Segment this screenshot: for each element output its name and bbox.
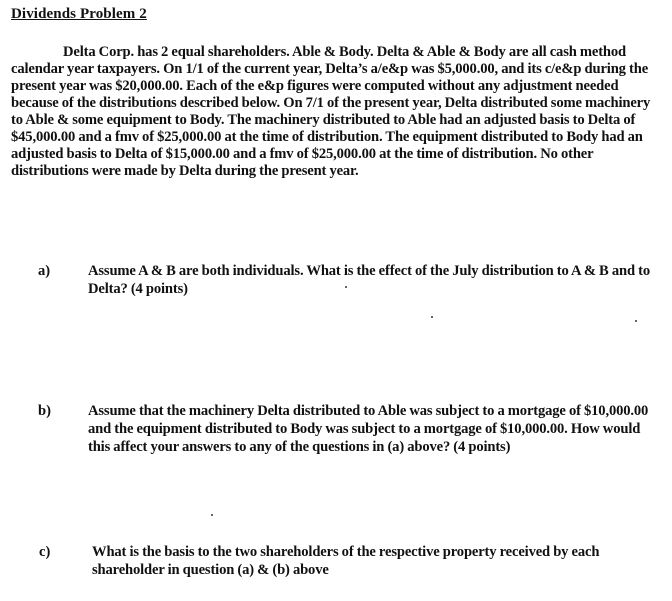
question-c-text: What is the basis to the two shareholders of the respective property received by each shareholder in question (a) & (b) above	[92, 544, 600, 578]
scan-speck	[211, 514, 213, 516]
problem-description: Delta Corp. has 2 equal shareholders. Able & Body. Delta & Able & Body are all cash method calendar year taxpayers. On 1/1 of the current year, Delta’s a/e&p was $5,000.00, and its c/e&p during the present year was $20,000.00. Each of the e&p figures were computed without any adjustment needed because of the distributions described below. On 7/1 of the present year, Delta distributed some machinery to Able & some equipment to Body. The machinery distributed to Able had an adjusted basis to Delta of $45,000.00 and a fmv of $25,000.00 at the time of distribution. The equipment distributed to Body had an adjusted basis to Delta of $15,000.00 and a fmv of $25,000.00 at the time of distribution. No other distributions were made by Delta during the present year.	[11, 44, 651, 179]
question-a-letter: a)	[38, 263, 51, 279]
question-b-text: Assume that the machinery Delta distributed to Able was subject to a mortgage of $10,000.00 and the equipment distributed to Body was subject to a mortgage of $10,000.00. How would this affect your answers to any of the questions in (a) above? (4 points)	[88, 403, 649, 455]
question-b-letter: b)	[38, 403, 51, 419]
scan-speck	[345, 286, 347, 288]
document-title: Dividends Problem 2	[11, 6, 147, 22]
question-a-text: Assume A & B are both individuals. What is the effect of the July distribution to A & B and to Delta? (4 points)	[88, 263, 650, 297]
scan-speck	[635, 320, 637, 322]
scan-speck	[431, 316, 433, 318]
question-c-letter: c)	[39, 544, 51, 560]
